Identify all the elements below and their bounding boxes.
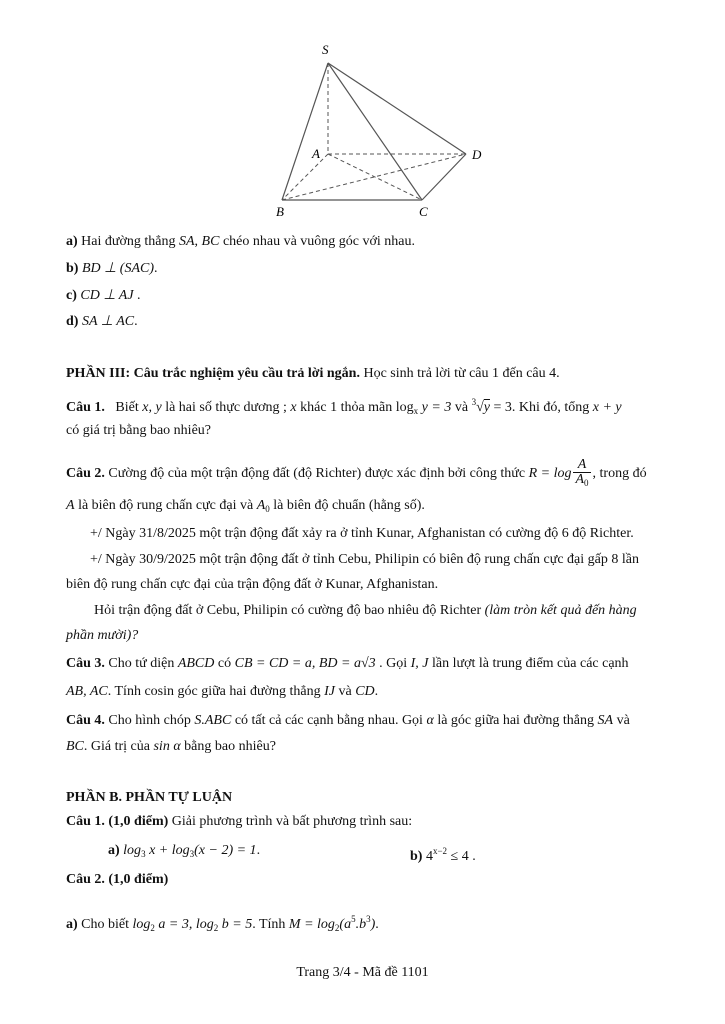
q1-t2: là hai số thực dương ; bbox=[161, 400, 291, 415]
partB-c1b-exp: x−2 bbox=[432, 846, 448, 856]
q2-line2 bbox=[66, 496, 725, 519]
q3-line2 bbox=[66, 682, 725, 702]
q3-line1 bbox=[66, 654, 725, 674]
q4-line1 bbox=[66, 711, 725, 731]
q4-line2 bbox=[66, 737, 725, 757]
q4-t4: và bbox=[613, 713, 630, 728]
item-b bbox=[66, 259, 725, 279]
partB-c1b-label: b) bbox=[410, 849, 423, 864]
partB-c2a-end: . bbox=[375, 917, 379, 932]
partB-c1a-b1: 3 bbox=[141, 849, 146, 859]
item-c-post: . bbox=[133, 288, 141, 303]
q3-m2: CB = CD = a, BD = a√3 bbox=[234, 656, 376, 671]
q4-l2-t1: . Giá trị của bbox=[83, 739, 154, 754]
edge-SC bbox=[328, 63, 422, 200]
partB-c2a-t1: Cho biết bbox=[77, 917, 133, 932]
q1-t3: khác 1 thỏa mãn bbox=[296, 400, 396, 415]
diag-AC bbox=[328, 154, 422, 200]
q2-frac-num: A bbox=[573, 458, 590, 473]
partB-c1a-rest: (x − 2) = 1 bbox=[194, 843, 257, 858]
q1-t4: và bbox=[451, 400, 472, 415]
q3-t3: . Gọi bbox=[375, 656, 411, 671]
q3-m1: ABCD bbox=[177, 656, 215, 671]
q1-log-rest: y = 3 bbox=[421, 400, 452, 415]
partB-c1b-rest: ≤ 4 bbox=[447, 849, 469, 864]
edge-SB bbox=[282, 63, 328, 200]
q2-ask-line2: phần mười)? bbox=[66, 628, 139, 643]
q2-l2-m2: A bbox=[256, 498, 266, 513]
partB-c2a-arg2: .b bbox=[355, 917, 367, 932]
q1-log: $\log_x y = 3$ bbox=[395, 400, 452, 416]
partB-c2a-r1: a = 3, bbox=[154, 917, 196, 932]
partB-c1b-base: 4 bbox=[425, 849, 433, 864]
part3-instruction: Học sinh trả lời từ câu 1 đến câu 4. bbox=[359, 366, 560, 381]
item-a-post: chéo nhau và vuông góc với nhau. bbox=[219, 234, 416, 249]
item-c-label: c) bbox=[66, 288, 77, 303]
item-a-mid: , bbox=[194, 234, 202, 249]
partB-c1-label: Câu 1. (1,0 điểm) bbox=[66, 814, 169, 829]
partB-c2a-t2: . Tính bbox=[252, 917, 289, 932]
q2-ask: Hỏi trận động đất ở Cebu, Philipin có cường độ bao nhiêu độ Richter bbox=[94, 603, 485, 618]
partB-c2a-r2: b = 5 bbox=[218, 917, 253, 932]
partB-c2a-e2: 3 bbox=[366, 914, 371, 924]
partB-c2a-label: a) bbox=[66, 917, 78, 932]
item-a-pre: Hai đường thẳng bbox=[81, 234, 179, 249]
q2-bullet2a: +/ Ngày 30/9/2025 một trận động đất ở tỉnh Cebu, Philipin có biên độ rung chấn cực đại gấp 8 lần bbox=[90, 552, 639, 567]
item-d-post: . bbox=[134, 314, 138, 329]
q2-frac-den-sub: 0 bbox=[584, 478, 589, 488]
q1-t5: . Khi đó, tổng bbox=[511, 400, 593, 415]
q3-label: Câu 3. bbox=[66, 656, 105, 671]
q2-t2: , trong đó bbox=[592, 466, 647, 482]
edge-CD bbox=[422, 154, 466, 200]
partB-c1b bbox=[410, 841, 725, 867]
q2-formula-lhs: R = log bbox=[528, 466, 572, 482]
item-a-label: a) bbox=[66, 234, 78, 249]
item-d-label: d) bbox=[66, 314, 79, 329]
label-B: B bbox=[276, 204, 284, 219]
q2-l2-t2: là biên độ chuẩn (hằng số). bbox=[269, 498, 425, 513]
q3-l2-m3: CD bbox=[355, 684, 375, 699]
label-A: A bbox=[312, 146, 320, 161]
partB-c1a-log2: log bbox=[171, 843, 190, 858]
partB-c2a bbox=[66, 909, 725, 938]
q1-line2: có giá trị bằng bao nhiêu? bbox=[66, 423, 212, 438]
partB-c2a-b3: 2 bbox=[334, 923, 340, 933]
q2-label: Câu 2. bbox=[66, 466, 105, 482]
partB-c1a-label: a) bbox=[108, 843, 120, 858]
part3-heading: PHẦN III: Câu trắc nghiệm yêu cầu trả lời ngắn. bbox=[66, 366, 360, 381]
page-footer: Trang 3/4 - Mã đề 1101 bbox=[296, 965, 429, 980]
q2-fraction bbox=[573, 458, 590, 490]
q1-root-rest: = 3 bbox=[489, 400, 512, 415]
partB-heading: PHẦN B. PHẦN TỰ LUẬN bbox=[66, 790, 233, 805]
q4-t1: Cho hình chóp bbox=[104, 713, 195, 728]
label-D: D bbox=[472, 147, 482, 162]
q3-t1: Cho tứ diện bbox=[104, 656, 178, 671]
q2-l2-t1: là biên độ rung chấn cực đại và bbox=[74, 498, 257, 513]
partB-c2-label: Câu 2. (1,0 điểm) bbox=[66, 872, 169, 887]
q1-label: Câu 1. bbox=[66, 400, 105, 415]
q4-m3: SA bbox=[597, 713, 614, 728]
q1-root: $^3$√y = 3 bbox=[471, 397, 512, 415]
q1-m1: x, y bbox=[142, 400, 162, 415]
q2-t1: Cường độ của một trận động đất (độ Richter) được xác định bởi công thức bbox=[104, 466, 529, 482]
diag-BD bbox=[282, 154, 466, 200]
q1-root-arg: y bbox=[483, 400, 490, 415]
item-b-label: b) bbox=[66, 261, 79, 276]
partB-c2a-log1: log bbox=[132, 917, 151, 932]
partB-c2a-e1: 5 bbox=[351, 914, 356, 924]
q4-l2-m1: BC bbox=[66, 739, 84, 754]
item-b-post: . bbox=[154, 261, 158, 276]
item-a-m1: SA bbox=[178, 234, 195, 249]
label-S: S bbox=[322, 42, 329, 57]
q2-bullet2b: biên độ rung chấn cực đại của trận động đất ở Kunar, Afghanistan. bbox=[66, 577, 439, 592]
item-a bbox=[66, 232, 725, 252]
q2-bullet1: +/ Ngày 31/8/2025 một trận động đất xảy ra ở tỉnh Kunar, Afghanistan có cường độ 6 độ Richter. bbox=[90, 526, 634, 541]
q2-line1 bbox=[66, 458, 725, 490]
item-c-math: CD ⊥ AJ bbox=[80, 288, 134, 303]
q3-l2-m1: AB, AC bbox=[66, 684, 108, 699]
partB-c1a-x: x + bbox=[145, 843, 172, 858]
partB-c2a-arg1: (a bbox=[339, 917, 352, 932]
q4-l2-t2: bằng bao nhiêu? bbox=[180, 739, 276, 754]
edge-AB bbox=[282, 154, 328, 200]
item-d bbox=[66, 312, 725, 332]
item-d-math: SA ⊥ AC bbox=[81, 314, 135, 329]
q3-l2-t1: . Tính cosin góc giữa hai đường thẳng bbox=[107, 684, 325, 699]
q1-root-index: 3 bbox=[471, 397, 477, 407]
partB-c2a-M: M = log bbox=[288, 917, 335, 932]
q3-t2: có bbox=[214, 656, 235, 671]
q1-m3: x + y bbox=[592, 400, 622, 415]
q2-ask-line1 bbox=[94, 601, 725, 621]
partB-c1b-end: . bbox=[468, 849, 476, 864]
label-C: C bbox=[419, 204, 428, 219]
partB-c2a-arg3: ) bbox=[370, 917, 376, 932]
q4-t2: có tất cả các cạnh bằng nhau. Gọi bbox=[231, 713, 427, 728]
item-a-m2: BC bbox=[201, 234, 220, 249]
partB-c2a-b1: 2 bbox=[150, 923, 155, 933]
partB-c1a-end: . bbox=[256, 843, 261, 858]
q3-t4: lần lượt là trung điểm của các cạnh bbox=[428, 656, 629, 671]
q1-t1: Biết bbox=[115, 400, 143, 415]
partB-c1-text: Giải phương trình và bất phương trình sau: bbox=[168, 814, 413, 829]
q2-ask-italic-a: (làm tròn kết quả đến hàng bbox=[484, 603, 637, 618]
q4-m2: α bbox=[426, 713, 434, 728]
q2-l2-sub: 0 bbox=[265, 504, 270, 514]
partB-c2a-log2: log bbox=[195, 917, 214, 932]
item-c bbox=[66, 286, 725, 306]
q1-m2: x bbox=[290, 400, 297, 415]
q1-log-base: x bbox=[413, 406, 419, 416]
q4-label: Câu 4. bbox=[66, 713, 105, 728]
partB-c2a-b2: 2 bbox=[213, 923, 219, 933]
q4-t3: là góc giữa hai đường thẳng bbox=[433, 713, 598, 728]
q4-l2-m2: sin α bbox=[153, 739, 181, 754]
partB-c1a-b2: 3 bbox=[189, 849, 195, 859]
q3-l2-m2: IJ bbox=[324, 684, 335, 699]
q4-m1: S.ABC bbox=[194, 713, 232, 728]
q3-l2-t3: . bbox=[374, 684, 379, 699]
pyramid-figure bbox=[262, 38, 502, 228]
q3-l2-t2: và bbox=[334, 684, 356, 699]
q1-line1 bbox=[66, 392, 681, 421]
q2-frac-den bbox=[573, 473, 590, 490]
q3-m3: I, J bbox=[410, 656, 429, 671]
partB-c1 bbox=[66, 812, 725, 832]
part3-heading-line bbox=[66, 364, 725, 384]
partB-c1a-log1: log bbox=[123, 843, 142, 858]
item-b-math: BD ⊥ (SAC) bbox=[81, 261, 155, 276]
edge-SD bbox=[328, 63, 466, 154]
q2-l2-m1: A bbox=[66, 498, 75, 513]
q2-frac-den-letter: A bbox=[575, 472, 585, 487]
